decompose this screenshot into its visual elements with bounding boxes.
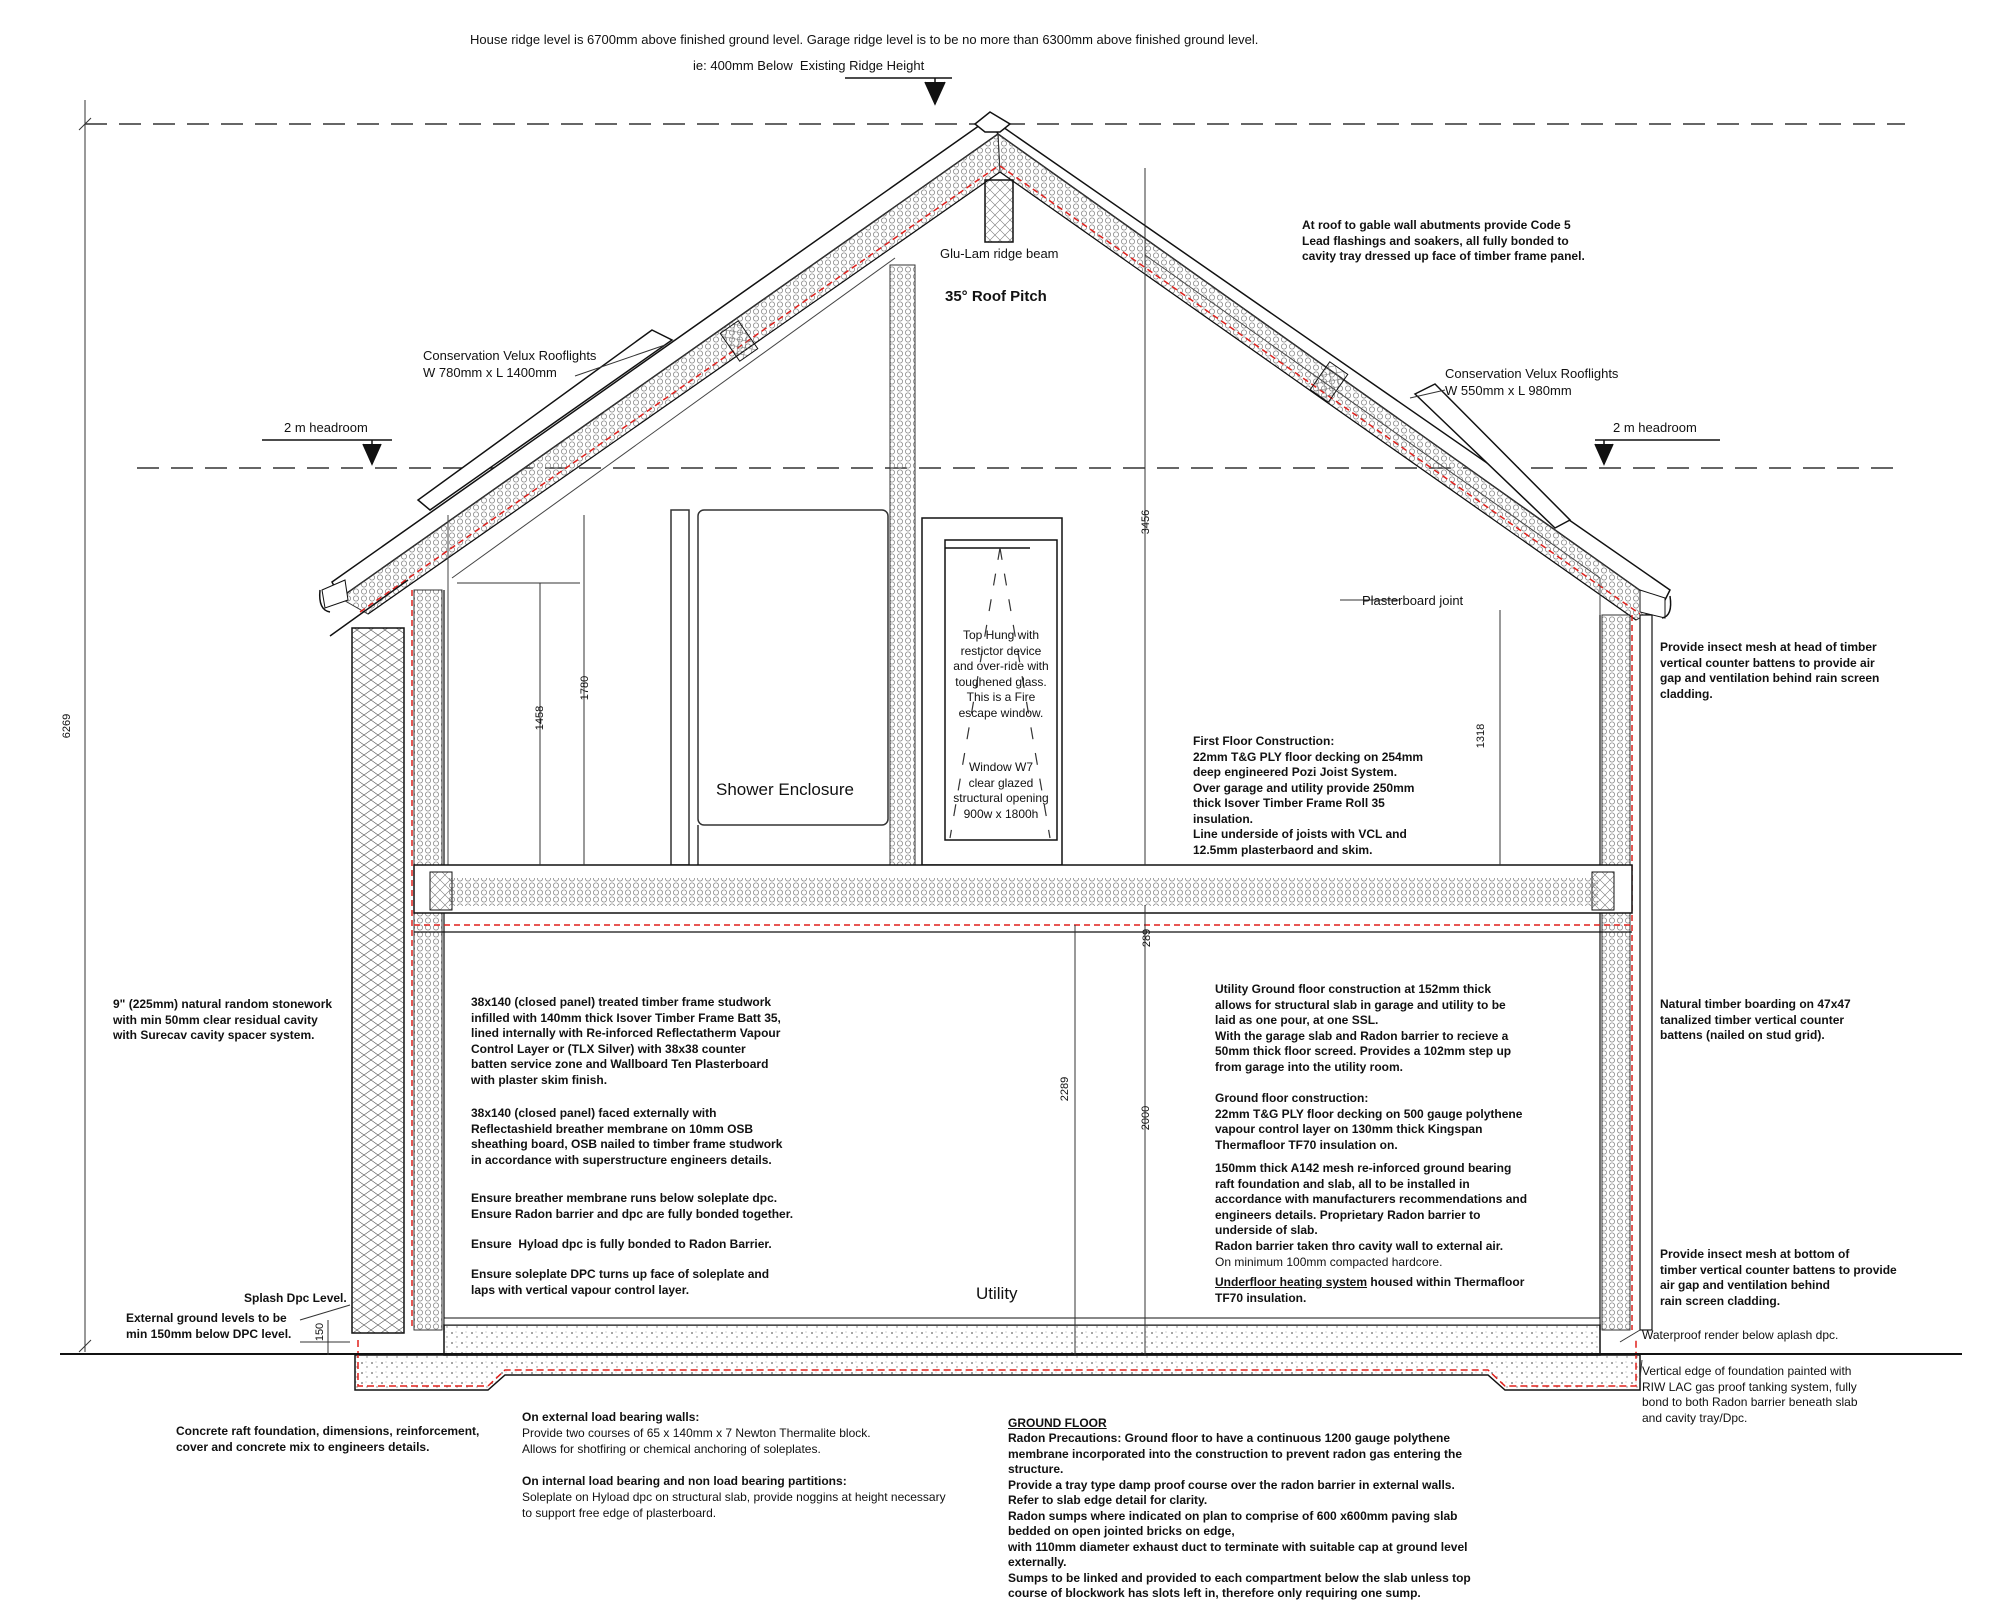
timber-frame-note: 38x140 (closed panel) treated timber frame studwork infilled with 140mm thick Isover Timber Frame Batt 35, lined internally with Re-inforced Reflectatherm Vapour Control Layer or (TLX Silver) with 38x38 counter batten service zone and Wallboard Ten Plasterboard with plaster skim finish.: [471, 995, 781, 1087]
timber-frame-wall-left: [412, 590, 444, 1330]
dim-1780: 1780: [579, 675, 592, 701]
window-fire-escape-note: Top Hung with restictor device and over-ride with toughened glass. This is a Fire escape window.: [953, 628, 1049, 720]
breather-membrane-note: Ensure breather membrane runs below soleplate dpc. Ensure Radon barrier and dpc are fully bonded together.: [471, 1191, 794, 1221]
level-marker-ridge: [845, 78, 952, 104]
external-load-title: On external load bearing walls:: [522, 1410, 700, 1424]
splash-dpc-label: Splash Dpc Level.: [244, 1291, 347, 1305]
soleplate-dpc-note: Ensure soleplate DPC turns up face of soleplate and laps with vertical vapour control layer.: [471, 1267, 770, 1297]
utility-label: Utility: [976, 1284, 1018, 1303]
first-floor-note: First Floor Construction: 22mm T&G PLY floor decking on 254mm deep engineered Pozi Joist System. Over garage and utility provide 250mm thick Isover Timber Frame Roll 35 insulation. Line underside of joists with VCL and 12.5mm plasterbaord and skim.: [1193, 734, 1424, 857]
external-ground-note: External ground levels to be min 150mm below DPC level.: [126, 1311, 292, 1341]
ground-floor-slab: [444, 1318, 1600, 1355]
osb-sheathing-note: 38x140 (closed panel) faced externally with Reflectashield breather membrane on 10mm OSB sheathing board, OSB nailed to timber frame studwork in accordance with superstructure engineers details.: [471, 1106, 783, 1167]
ridge-level-note: House ridge level is 6700mm above finished ground level. Garage ridge level is to be no more than 6300mm above finished ground level.: [470, 32, 1259, 47]
window-w7-note: Window W7 clear glazed structural opening 900w x 1800h: [953, 760, 1049, 821]
ground-floor-title: GROUND FLOOR: [1008, 1416, 1107, 1430]
utility-floor-note: Utility Ground floor construction at 152mm thick allows for structural slab in garage and utility to be laid as one pour, at one SSL. With the garage slab and Radon barrier to recieve a 50mm thick floor screed. Provides a 102mm step up from garage into the utility room.: [1215, 982, 1512, 1074]
dim-150: 150: [314, 1322, 327, 1342]
ridge-height-note: ie: 400mm Below Existing Ridge Height: [693, 58, 925, 73]
dim-289: 289: [1141, 928, 1154, 948]
timber-boarding-note: Natural timber boarding on 47x47 tanalized timber vertical counter battens (nailed on stud grid).: [1660, 997, 1851, 1042]
first-floor-joists: [414, 865, 1632, 932]
gutter-left: [320, 580, 348, 612]
headroom-right-label: 2 m headroom: [1613, 420, 1697, 435]
raft-slab-note: 150mm thick A142 mesh re-inforced ground bearing raft foundation and slab, all to be installed in accordance with manufacturers recommendations and engineers details. Proprietary Radon barrier to underside of slab. Radon barrier taken thro cavity wall to external air.: [1215, 1161, 1528, 1253]
hyload-dpc-note: Ensure Hyload dpc is fully bonded to Radon Barrier.: [471, 1237, 772, 1251]
velux-right-label: Conservation Velux Rooflights W 550mm x L 980mm: [1445, 366, 1619, 398]
waterproof-render-note: Waterproof render below aplash dpc.: [1642, 1328, 1839, 1342]
underfloor-heating-note: [1215, 1275, 1524, 1306]
underfloor-heating-link-text: Underfloor heating system: [1215, 1275, 1368, 1289]
shower-enclosure: [671, 510, 888, 865]
internal-load-title: On internal load bearing and non load bearing partitions:: [522, 1474, 847, 1488]
dim-2289: 2289: [1059, 1076, 1072, 1102]
hardcore-note: On minimum 100mm compacted hardcore.: [1215, 1255, 1443, 1269]
radon-precautions-note: Radon Precautions: Ground floor to have a continuous 1200 gauge polythene membrane incorporated into the construction to prevent radon gas entering the structure. Provide a tray type damp proof course over the radon barrier in external walls. Refer to slab edge detail for clarity. Radon sumps where indicated on plan to comprise of 600 x600mm paving slab bedded on open jointed bricks on edge, with 110mm diameter exhaust duct to terminate with suitable cap at ground level externally. Sumps to be linked and provided to each compartment below the slab unless top course of blockwork has slots left in, therefore only requiring one sump.: [1008, 1431, 1471, 1600]
level-marker-headroom-left: [262, 440, 392, 464]
glulam-ridge-beam: [985, 180, 1013, 242]
shower-enclosure-label: Shower Enclosure: [716, 780, 854, 799]
stone-outer-leaf: [352, 628, 404, 1333]
stonework-note: 9" (225mm) natural random stonework with min 50mm clear residual cavity with Surecav cavity spacer system.: [113, 997, 333, 1042]
timber-frame-wall-right: [1600, 615, 1652, 1330]
dim-3456: 3456: [1140, 509, 1153, 535]
central-partition: [890, 265, 915, 865]
ground-floor-note: Ground floor construction: 22mm T&G PLY floor decking on 500 gauge polythene vapour control layer on 130mm thick Kingspan Thermafloor TF70 insulation on.: [1215, 1091, 1523, 1152]
level-marker-headroom-right: [1595, 440, 1720, 464]
overall-height-dimension: [79, 100, 91, 1352]
underfloor-heating-rest: housed within Thermafloor TF70 insulation.: [1215, 1275, 1525, 1305]
dim-1318: 1318: [1475, 723, 1488, 749]
ridge-beam-label: Glu-Lam ridge beam: [940, 246, 1059, 261]
ridge-cap: [975, 112, 1010, 132]
gable-abutment-note: At roof to gable wall abutments provide Code 5 Lead flashings and soakers, all fully bonded to cavity tray dressed up face of timber frame panel.: [1302, 218, 1585, 263]
insect-mesh-top-note: Provide insect mesh at head of timber vertical counter battens to provide air gap and ventilation behind rain screen cladding.: [1660, 640, 1880, 701]
velux-left-label: Conservation Velux Rooflights W 780mm x L 1400mm: [423, 348, 597, 380]
dim-overall: 6269: [61, 713, 74, 739]
internal-load-body: Soleplate on Hyload dpc on structural slab, provide noggins at height necessary to support free edge of plasterboard.: [522, 1490, 946, 1520]
dim-2000: 2000: [1140, 1105, 1153, 1131]
external-load-body: Provide two courses of 65 x 140mm x 7 Newton Thermalite block. Allows for shotfiring or chemical anchoring of soleplates.: [522, 1426, 871, 1456]
vertical-edge-note: Vertical edge of foundation painted with RIW LAC gas proof tanking system, fully bond to both Radon barrier beneath slab and cavity tray/Dpc.: [1642, 1364, 1858, 1425]
insect-mesh-bottom-note: Provide insect mesh at bottom of timber vertical counter battens to provide air gap and ventilation behind rain screen cladding.: [1660, 1247, 1897, 1308]
roof-pitch-label: 35° Roof Pitch: [945, 288, 1047, 305]
dim-1458: 1458: [534, 705, 547, 731]
headroom-left-label: 2 m headroom: [284, 420, 368, 435]
raft-foundation-note: Concrete raft foundation, dimensions, reinforcement, cover and concrete mix to engineers details.: [176, 1424, 480, 1454]
plasterboard-joint-label: Plasterboard joint: [1362, 593, 1464, 608]
